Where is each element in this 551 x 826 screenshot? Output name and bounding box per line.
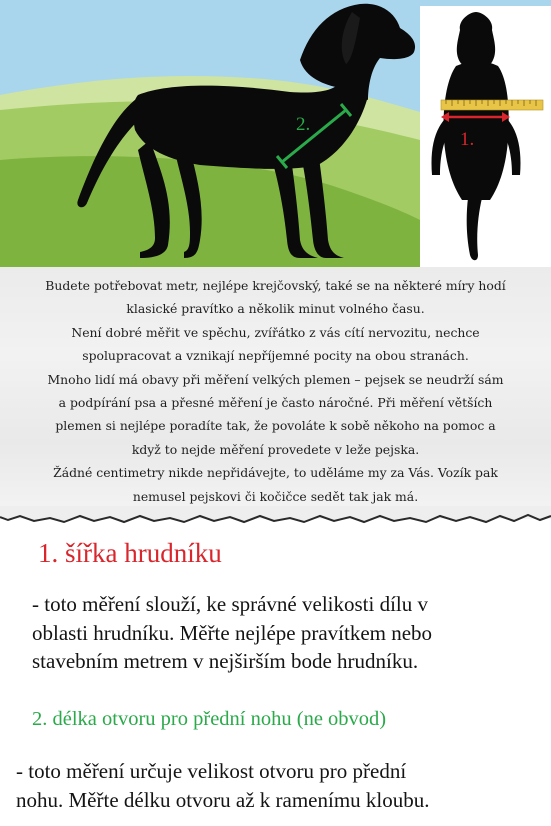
instructions-line: Budete potřebovat metr, nejlépe krejčovský, také se na některé míry hodí xyxy=(45,278,506,293)
instructions-line: spolupracovat a vznikají nepříjemné pocity na obou stranách. xyxy=(82,348,469,364)
torn-paper-edge xyxy=(0,506,551,528)
section2-heading: 2. délka otvoru pro přední nohu (ne obvod) xyxy=(32,708,387,730)
instructions-line: Není dobré měřit ve spěchu, zvířátko z vás cítí nervozitu, nechce xyxy=(71,324,480,340)
instructions-line: Žádné centimetry nikde nepřidávejte, to uděláme my za Vás. Vozík pak xyxy=(53,465,498,481)
instructions-text xyxy=(4,274,547,508)
chest-width-label: 1. xyxy=(460,129,475,150)
section1-line: oblasti hrudníku. Měřte nejlépe pravítkem nebo xyxy=(32,620,433,645)
instructions-line: nemusel pejskovi či kočičce sedět tak jak má. xyxy=(132,488,419,504)
section1-line: - toto měření slouží, ke správné velikosti dílu v xyxy=(32,592,429,616)
section2-line: - toto měření určuje velikost otvoru pro přední xyxy=(16,759,407,783)
leg-opening-label: 2. xyxy=(296,114,311,135)
instructions-line: Mnoho lidí má obavy při měření velkých plemen – pejsek se neudrží sám xyxy=(47,371,504,387)
dog-measurement-illustration xyxy=(0,0,551,267)
section1-line: stavebním metrem v nejširším bode hrudníku. xyxy=(32,649,419,673)
section1-body xyxy=(32,590,542,676)
section1-heading: 1. šířka hrudníku xyxy=(38,538,222,568)
section2-line: nohu. Měřte délku otvoru až k ramenímu kloubu. xyxy=(16,787,430,812)
instructions-line: když to nejde měření provedete v leže pejska. xyxy=(131,441,420,457)
illustration-svg xyxy=(0,0,551,267)
instructions-line: klasické pravítko a několik minut volného času. xyxy=(126,301,425,317)
instructions-line: a podpírání psa a přesné měření je často náročné. Při měření větších xyxy=(58,395,493,411)
instructions-line: plemen si nejlépe poradíte tak, že povoláte k sobě někoho na pomoc a xyxy=(55,418,496,434)
instructions-box xyxy=(0,267,551,519)
ruler-icon xyxy=(441,100,543,110)
section2-body xyxy=(16,757,546,814)
